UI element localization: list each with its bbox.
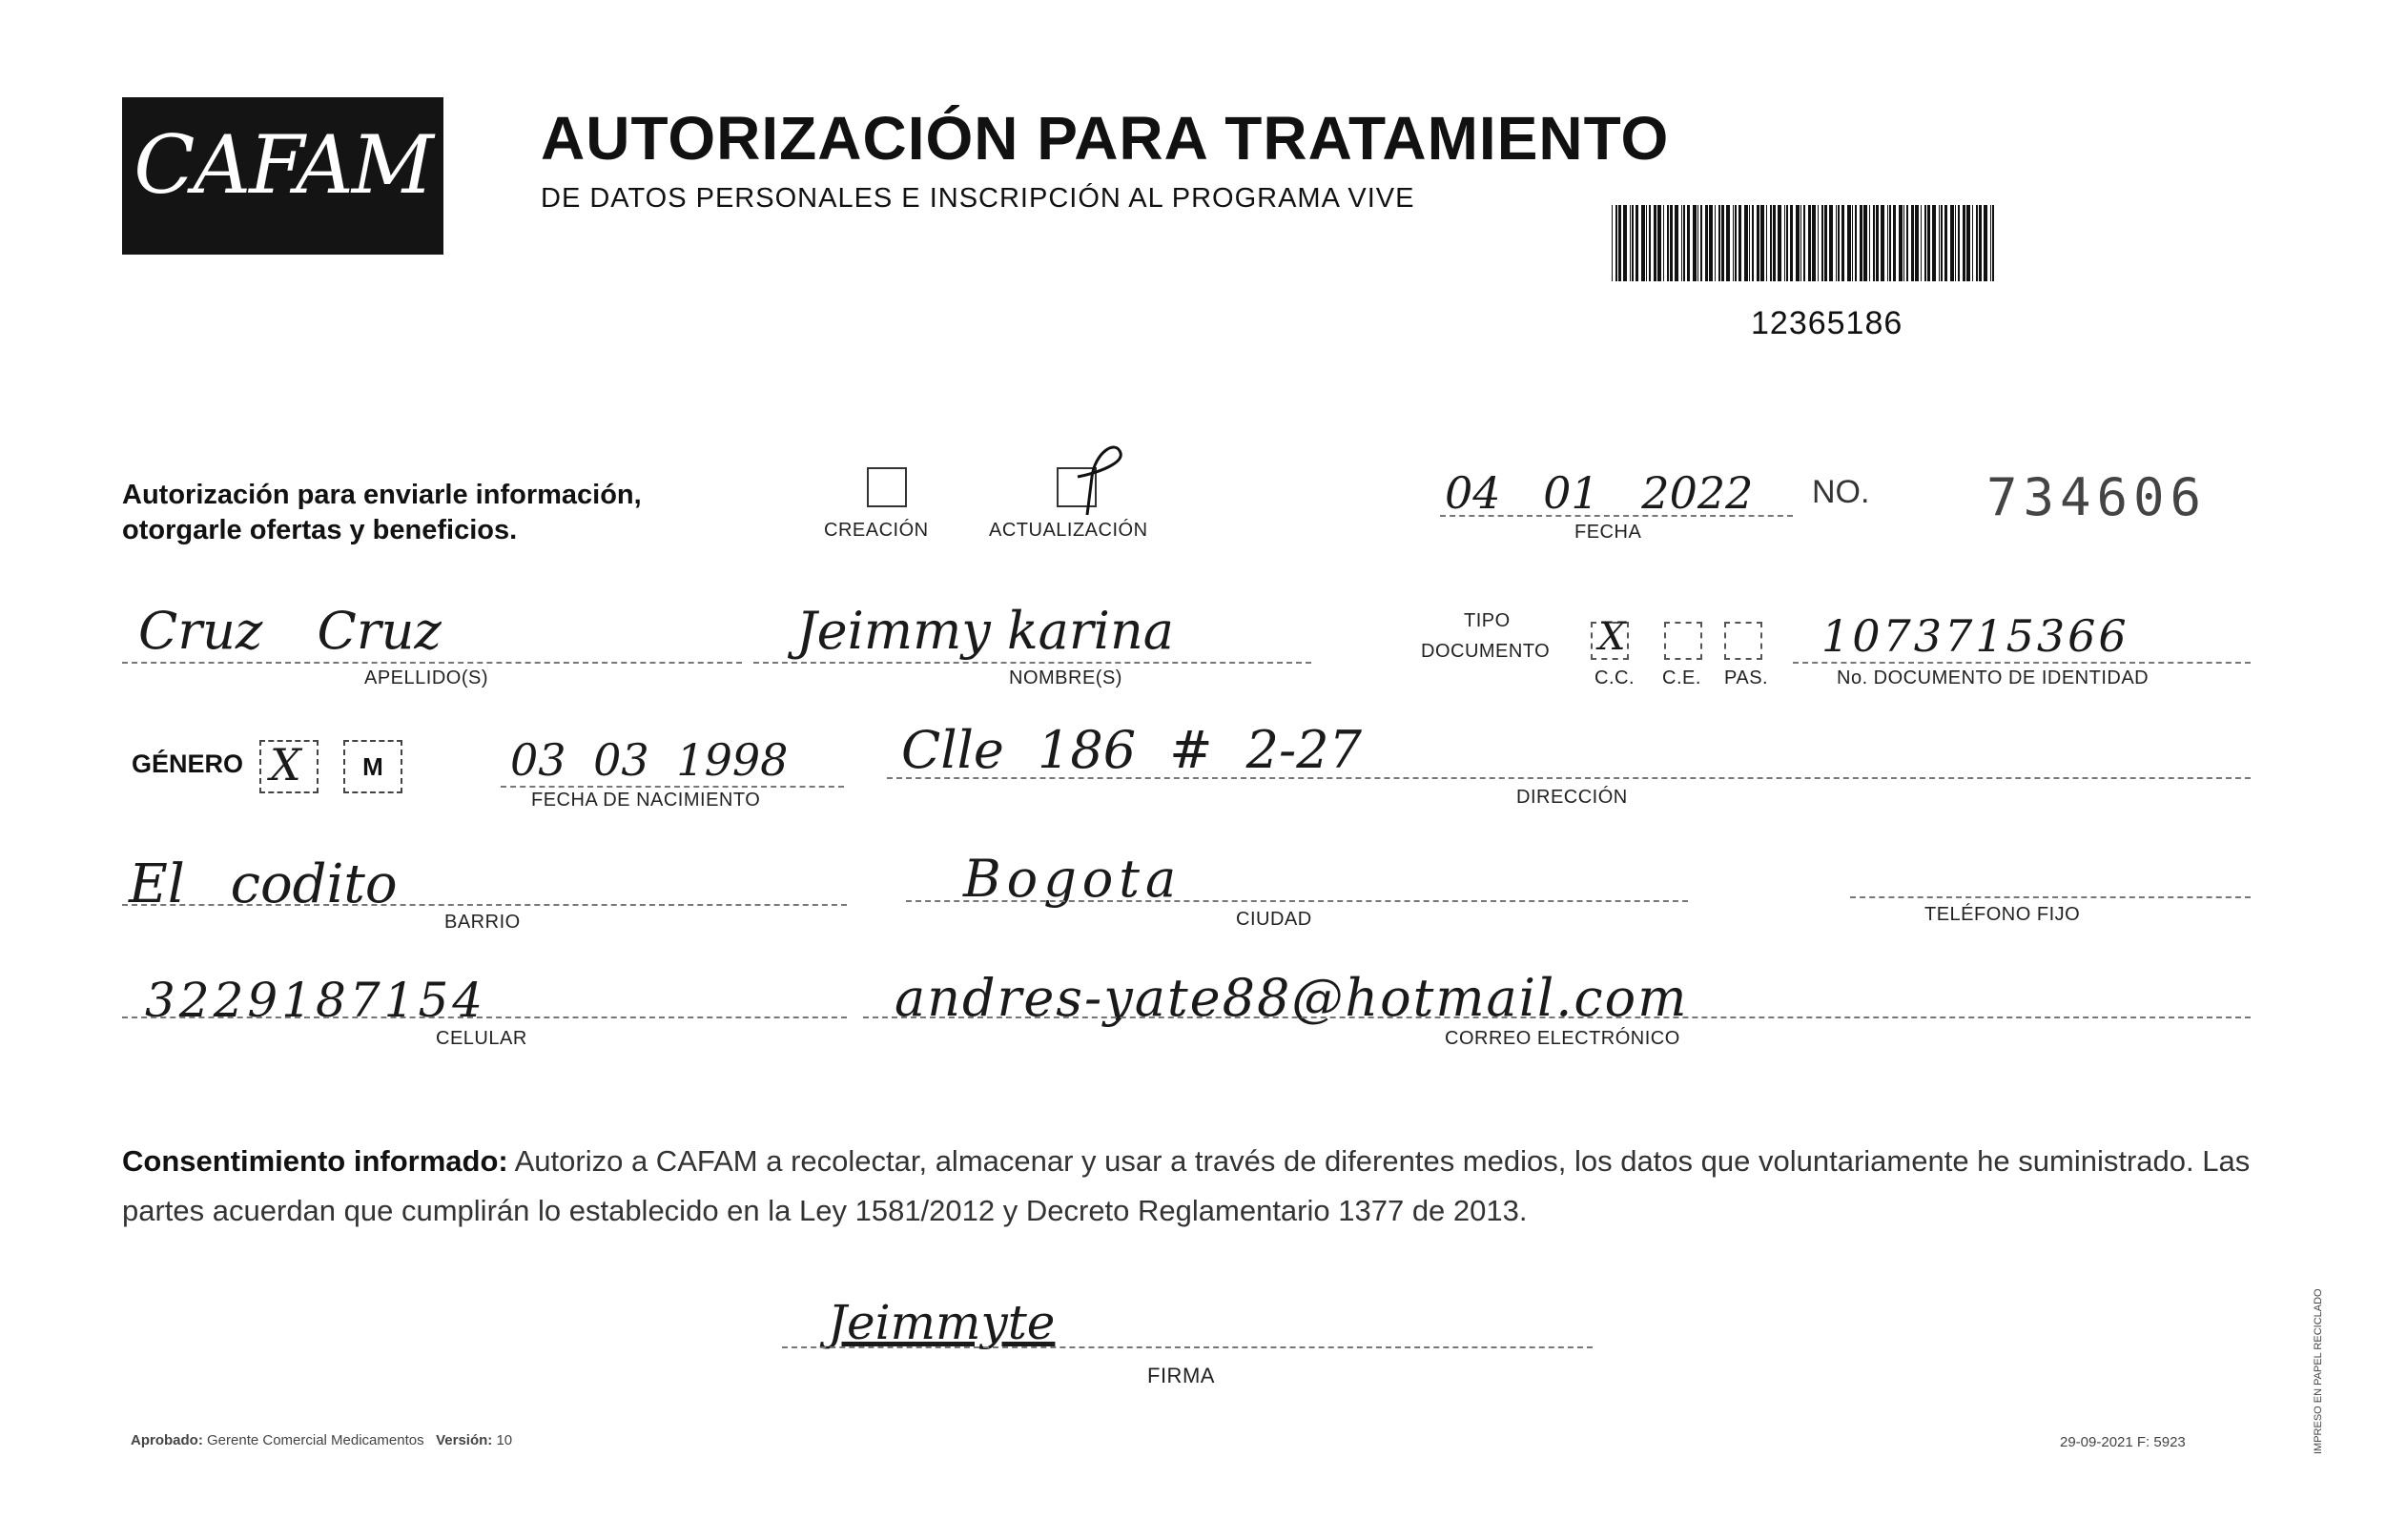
barcode-bar <box>1663 205 1664 281</box>
barcode-bar <box>1808 205 1811 281</box>
barcode-bar <box>1612 205 1613 281</box>
barcode-bar <box>1979 205 1982 281</box>
telefono-line <box>1850 896 2251 898</box>
barcode-bar <box>1744 205 1748 281</box>
barcode-bar <box>1670 205 1673 281</box>
barcode-bar <box>1963 205 1965 281</box>
barcode-bar <box>1939 205 1940 281</box>
barcode-bar <box>1796 205 1800 281</box>
barcode-bar <box>1735 205 1737 281</box>
barcode-bar <box>1697 205 1698 281</box>
barcode-bar <box>1860 205 1862 281</box>
barcode-bar <box>1700 205 1702 281</box>
signature-line <box>782 1346 1593 1348</box>
barcode-bar <box>1667 205 1669 281</box>
barcode-bar <box>1683 205 1685 281</box>
barcode-bar <box>1944 205 1947 281</box>
barrio-line <box>122 904 847 906</box>
numero-value: 734606 <box>1986 467 2208 527</box>
correo-label: CORREO ELECTRÓNICO <box>1445 1028 1680 1049</box>
documento-label: No. DOCUMENTO DE IDENTIDAD <box>1837 667 2150 688</box>
barcode-icon <box>1612 205 1995 281</box>
barcode-bar <box>1752 205 1754 281</box>
telefono-label: TELÉFONO FIJO <box>1924 904 2081 925</box>
barcode-bar <box>1630 205 1631 281</box>
authorization-label-line2: otorgarle ofertas y beneficios. <box>122 515 518 545</box>
barcode-bar <box>1911 205 1914 281</box>
barcode-bar <box>1773 205 1776 281</box>
form-subtitle: DE DATOS PERSONALES E INSCRIPCIÓN AL PROGRAMA VIVE <box>541 183 1415 214</box>
actualizacion-label: ACTUALIZACIÓN <box>989 520 1148 541</box>
barcode-bar <box>1889 205 1891 281</box>
barcode-bar <box>1770 205 1772 281</box>
barcode-bar <box>1657 205 1661 281</box>
consent-heading: Consentimiento informado: <box>122 1144 508 1178</box>
barcode-bar <box>1641 205 1645 281</box>
signature-label: FIRMA <box>1147 1364 1215 1387</box>
form-title: AUTORIZACIÓN PARA TRATAMIENTO <box>541 104 1670 173</box>
correo-value: andres-yate88@hotmail.com <box>895 968 1689 1028</box>
nombres-line <box>753 662 1311 664</box>
fecha-value: 04 01 2022 <box>1445 467 1754 519</box>
tipo-documento-label-2: DOCUMENTO <box>1421 641 1551 662</box>
barcode-bar <box>1718 205 1720 281</box>
barcode-bar <box>1800 205 1801 281</box>
documento-line <box>1793 662 2251 664</box>
consent-body: Autorizo a CAFAM a recolectar, almacenar y usar a través de diferentes medios, los datos que voluntariamente he suministrado. Las partes acuerdan que cumplirán lo establecido en la Ley 1581/2012 y Decreto Reglamentario 1377 de 2013. <box>122 1144 2251 1227</box>
barcode-bar <box>1841 205 1844 281</box>
ciudad-value: Bogota <box>963 849 1183 909</box>
barcode-bar <box>1906 205 1908 281</box>
barcode-bar <box>1966 205 1970 281</box>
barcode-bar <box>1623 205 1627 281</box>
barcode-bar <box>1615 205 1617 281</box>
barcode-bar <box>1705 205 1708 281</box>
barcode-bar <box>1887 205 1888 281</box>
barcode-bar <box>1836 205 1837 281</box>
barcode-bar <box>1818 205 1819 281</box>
cc-label: C.C. <box>1594 667 1635 688</box>
barcode-bar <box>1881 205 1884 281</box>
barcode-bar <box>1786 205 1788 281</box>
celular-label: CELULAR <box>436 1028 527 1049</box>
direccion-line <box>887 777 2251 779</box>
fecha-label: FECHA <box>1574 522 1642 543</box>
barcode-bar <box>1790 205 1793 281</box>
barcode-bar <box>1632 205 1634 281</box>
barcode-bar <box>1824 205 1827 281</box>
barcode-bar <box>1941 205 1943 281</box>
correo-line <box>863 1016 2251 1018</box>
creacion-checkbox[interactable] <box>867 467 907 507</box>
barcode-bar <box>1873 205 1875 281</box>
barcode-bar <box>1838 205 1840 281</box>
barcode-bar <box>1955 205 1956 281</box>
barcode-bar <box>1852 205 1853 281</box>
celular-line <box>122 1016 847 1018</box>
barcode-bar <box>1992 205 1994 281</box>
ciudad-line <box>906 900 1688 902</box>
celular-value: 3229187154 <box>145 973 487 1028</box>
barcode-bar <box>1784 205 1785 281</box>
barcode-number: 12365186 <box>1751 305 1903 341</box>
barcode-bar <box>1693 205 1697 281</box>
genero-f-mark: X <box>270 739 301 791</box>
barcode-bar <box>1803 205 1805 281</box>
barcode-bar <box>1876 205 1879 281</box>
pas-checkbox[interactable] <box>1724 622 1762 660</box>
apellidos-value: Cruz Cruz <box>138 601 442 661</box>
barcode-bar <box>1646 205 1647 281</box>
barcode-bar <box>1903 205 1904 281</box>
genero-m-checkbox[interactable] <box>343 740 402 793</box>
barcode-bar <box>1829 205 1833 281</box>
barcode-bar <box>1927 205 1930 281</box>
barcode-bar <box>1636 205 1638 281</box>
checkmark-icon <box>1049 434 1135 520</box>
barcode-bar <box>1821 205 1823 281</box>
barcode-bar <box>1976 205 1978 281</box>
numero-label: NO. <box>1812 474 1870 510</box>
direccion-value: Clle 186 # 2-27 <box>901 720 1362 780</box>
cc-mark: X <box>1598 615 1626 659</box>
nombres-value: Jeimmy karina <box>796 601 1174 661</box>
barcode-bar <box>1733 205 1734 281</box>
barcode-bar <box>1932 205 1936 281</box>
documento-value: 1073715366 <box>1821 610 2129 662</box>
barcode-bar <box>1990 205 1991 281</box>
aprobado-label: Aprobado: <box>131 1432 203 1448</box>
barcode-bar <box>1893 205 1896 281</box>
fecha-nacimiento-label: FECHA DE NACIMIENTO <box>531 790 761 811</box>
barcode-bar <box>1618 205 1621 281</box>
barcode-bar <box>1915 205 1919 281</box>
footer-approval <box>131 1432 512 1448</box>
version-label: Versión: <box>436 1432 493 1448</box>
cafam-logo <box>122 97 443 255</box>
barcode-bar <box>1924 205 1926 281</box>
genero-m-label: M <box>362 752 383 781</box>
ce-checkbox[interactable] <box>1664 622 1702 660</box>
signature-value: Jeimmyte <box>828 1295 1056 1350</box>
ce-label: C.E. <box>1662 667 1701 688</box>
barrio-value: El codito <box>129 853 398 915</box>
apellidos-label: APELLIDO(S) <box>364 667 488 688</box>
barcode-bar <box>1726 205 1730 281</box>
fecha-line <box>1440 515 1793 517</box>
barcode-bar <box>1654 205 1656 281</box>
barcode-bar <box>1681 205 1682 281</box>
pas-label: PAS. <box>1724 667 1769 688</box>
barcode-bar <box>1709 205 1713 281</box>
ciudad-label: CIUDAD <box>1236 909 1312 930</box>
direccion-label: DIRECCIÓN <box>1516 787 1628 808</box>
fecha-nacimiento-line <box>501 786 844 788</box>
barcode-bar <box>1721 205 1724 281</box>
barcode-bar <box>1749 205 1750 281</box>
footer-date-code: 29-09-2021 F: 5923 <box>2060 1434 2186 1450</box>
barcode-bar <box>1847 205 1851 281</box>
barcode-bar <box>1812 205 1816 281</box>
barcode-bar <box>1757 205 1759 281</box>
tipo-documento-label-1: TIPO <box>1464 610 1511 631</box>
barcode-bar <box>1766 205 1767 281</box>
barcode-bar <box>1855 205 1857 281</box>
side-recycled-text: IMPRESO EN PAPEL RECICLADO <box>2313 1288 2324 1454</box>
barrio-label: BARRIO <box>444 912 521 933</box>
barcode-bar <box>1760 205 1764 281</box>
barcode-bar <box>1869 205 1870 281</box>
consent-text <box>122 1137 2258 1236</box>
barcode-bar <box>1675 205 1678 281</box>
barcode-bar <box>1984 205 1987 281</box>
barcode-bar <box>1950 205 1954 281</box>
barcode-bar <box>1649 205 1651 281</box>
barcode-bar <box>1687 205 1690 281</box>
aprobado-value: Gerente Comercial Medicamentos <box>207 1432 424 1448</box>
barcode-bar <box>1778 205 1781 281</box>
version-value: 10 <box>496 1432 513 1448</box>
barcode-bar <box>1715 205 1716 281</box>
barcode-bar <box>1958 205 1960 281</box>
creacion-label: CREACIÓN <box>824 520 929 541</box>
barcode-bar <box>1738 205 1741 281</box>
logo-text: CAFAM <box>134 118 432 212</box>
nombres-label: NOMBRE(S) <box>1009 667 1122 688</box>
barcode-bar <box>1863 205 1867 281</box>
authorization-label-line1: Autorización para enviarle información, <box>122 480 642 510</box>
barcode-bar <box>1972 205 1973 281</box>
fecha-nacimiento-value: 03 03 1998 <box>510 734 789 786</box>
apellidos-line <box>122 662 742 664</box>
barcode-bar <box>1899 205 1903 281</box>
barcode-bar <box>1921 205 1922 281</box>
genero-label: GÉNERO <box>132 749 244 778</box>
